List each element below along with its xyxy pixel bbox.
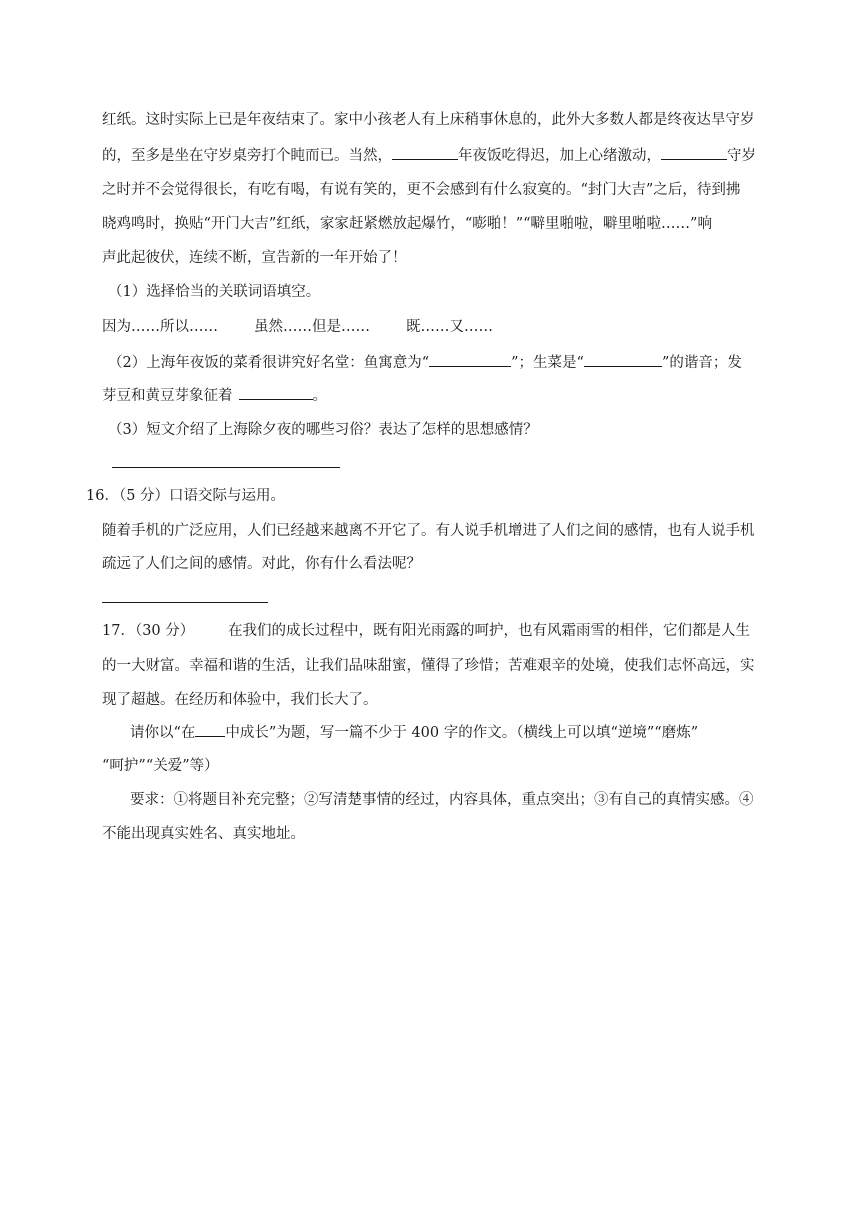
answer-blank[interactable]: [392, 145, 458, 160]
passage-line-1: 红纸。这时实际上已是年夜结束了。家中小孩老人有上床稍事休息的，此外大多数人都是终夜达旱守岁: [102, 112, 755, 128]
question-2-text: ”；生菜是“: [511, 355, 584, 371]
question-17-line-1: 在我们的成长过程中，既有阳光雨露的呵护，也有风霜雨雪的相伴，它们都是人生: [228, 623, 750, 639]
question-17-heading: 17．（30 分）: [102, 623, 195, 639]
question-16-line-1: 随着手机的广泛应用，人们已经越来越离不开它了。有人说手机增进了人们之间的感情，也有人说手机: [102, 523, 755, 539]
answer-line[interactable]: [102, 602, 268, 603]
passage-text: 年夜饭吃得迟，加上心绪激动，: [458, 148, 661, 164]
question-1-prompt: （1）选择恰当的关联词语填空。: [108, 284, 321, 300]
question-2-line-1: [108, 352, 742, 373]
passage-line-5: 声此起彼伏，连续不断，宣告新的一年开始了！: [102, 250, 407, 266]
question-17-text: 请你以“在: [130, 725, 196, 741]
question-1-options: [102, 317, 493, 337]
passage-line-2: [102, 145, 756, 166]
question-17-line-2: 的一大财富。幸福和谐的生活，让我们品味甜蜜，懂得了珍惜；苦难艰辛的处境，使我们志怀高远，实: [102, 658, 755, 674]
option-2: 虽然……但是……: [254, 319, 370, 335]
option-3: 既……又……: [406, 319, 493, 335]
question-17-text: 中成长”为题，写一篇不少于 400 字的作文。（横线上可以填“逆境”“磨炼”: [225, 725, 699, 741]
question-17-requirements-2: 不能出现真实姓名、真实地址。: [102, 826, 305, 842]
question-17-requirements-1: 要求：①将题目补充完整；②写清楚事情的经过，内容具体，重点突出；③有自己的真情实感。④: [130, 792, 754, 808]
passage-line-4: 晓鸡鸣时，换贴“开门大吉”红纸，家家赶紧燃放起爆竹，“嘭啪！”“噼里啪啦，噼里啪啦……”响: [102, 216, 712, 232]
question-16-heading: 16．（5 分）口语交际与运用。: [86, 488, 286, 504]
question-2-line-2: [102, 385, 327, 406]
question-17-line-4: [130, 722, 698, 743]
question-2-text: 。: [312, 388, 327, 404]
question-17-line-3: 现了超越。在经历和体验中，我们长大了。: [102, 692, 378, 708]
answer-blank[interactable]: [429, 352, 511, 367]
question-3-prompt: （3）短文介绍了上海除夕夜的哪些习俗？表达了怎样的思想感情？: [108, 422, 538, 438]
answer-blank[interactable]: [239, 385, 313, 400]
passage-text: 的，至多是坐在守岁桌旁打个盹而已。当然，: [102, 148, 392, 164]
question-2-text: （2）上海年夜饭的菜肴很讲究好名堂：鱼寓意为“: [108, 355, 430, 371]
title-blank[interactable]: [195, 722, 225, 737]
question-16-line-2: 疏远了人们之间的感情。对此，你有什么看法呢？: [102, 556, 421, 572]
passage-line-3: 之时并不会觉得很长，有吃有喝，有说有笑的，更不会感到有什么寂寞的。“封门大吉”之后，待到拂: [102, 182, 741, 198]
question-2-text: ”的谐音；发: [661, 355, 742, 371]
question-2-text: 芽豆和黄豆芽象征着: [102, 388, 233, 404]
option-1: 因为……所以……: [102, 319, 218, 335]
answer-blank[interactable]: [661, 145, 727, 160]
question-17-line-5: “呵护”“关爱”等）: [102, 758, 219, 774]
answer-line[interactable]: [112, 467, 340, 468]
answer-blank[interactable]: [584, 352, 662, 367]
passage-text: 守岁: [727, 148, 756, 164]
